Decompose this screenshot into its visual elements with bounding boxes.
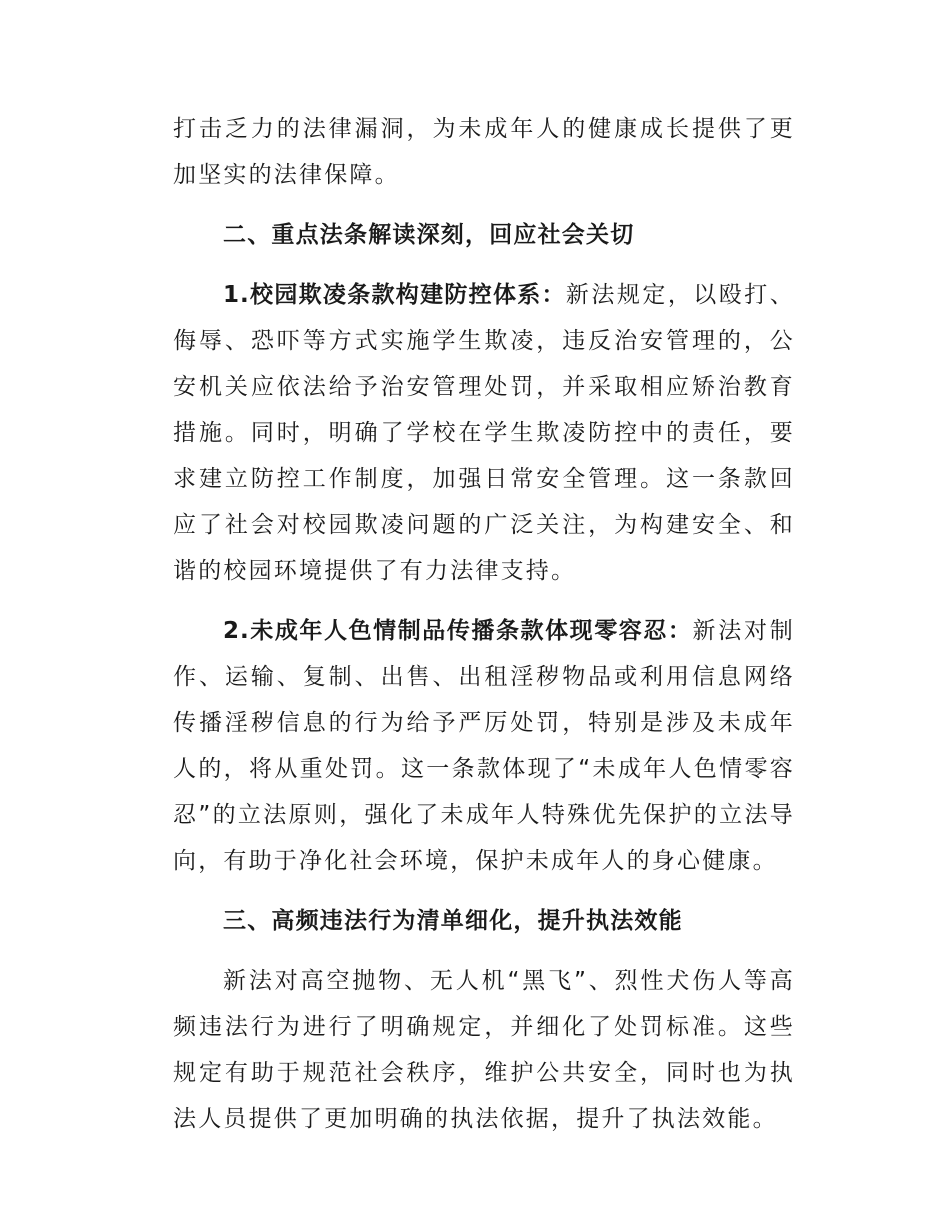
list-item-minor-pornography xyxy=(173,608,795,884)
item-body-minor-pornography: 新法对制作、运输、复制、出售、出租淫秽物品或利用信息网络传播淫秽信息的行为给予严厉处罚，特别是涉及未成年人的，将从重处罚。这一条款体现了“未成年人色情零容忍”的立法原则，强化了未成年人特殊优先保护的立法导向，有助于净化社会环境，保护未成年人的身心健康。 xyxy=(173,618,795,874)
list-item-campus-bullying xyxy=(173,272,795,594)
paragraph-continuation: 打击乏力的法律漏洞，为未成年人的健康成长提供了更加坚实的法律保障。 xyxy=(173,116,795,188)
section-heading-3: 三、高频违法行为清单细化，提升执法效能 xyxy=(223,908,683,934)
paragraph-enforcement: 新法对高空抛物、无人机“黑飞”、烈性犬伤人等高频违法行为进行了明确规定，并细化了处罚标准。这些规定有助于规范社会秩序，维护公共安全，同时也为执法人员提供了更加明确的执法依据，提升了执法效能。 xyxy=(173,968,795,1132)
item-lead-campus-bullying: 1.校园欺凌条款构建防控体系： xyxy=(223,282,566,308)
item-body-campus-bullying: 新法规定，以殴打、侮辱、恐吓等方式实施学生欺凌，违反治安管理的，公安机关应依法给予治安管理处罚，并采取相应矫治教育措施。同时，明确了学校在学生欺凌防控中的责任，要求建立防控工作制度，加强日常安全管理。这一条款回应了社会对校园欺凌问题的广泛关注，为构建安全、和谐的校园环境提供了有力法律支持。 xyxy=(173,282,795,584)
item-lead-minor-pornography: 2.未成年人色情制品传播条款体现零容忍： xyxy=(223,618,693,644)
section-heading-2: 二、重点法条解读深刻，回应社会关切 xyxy=(223,222,635,248)
document-body xyxy=(173,106,795,1156)
